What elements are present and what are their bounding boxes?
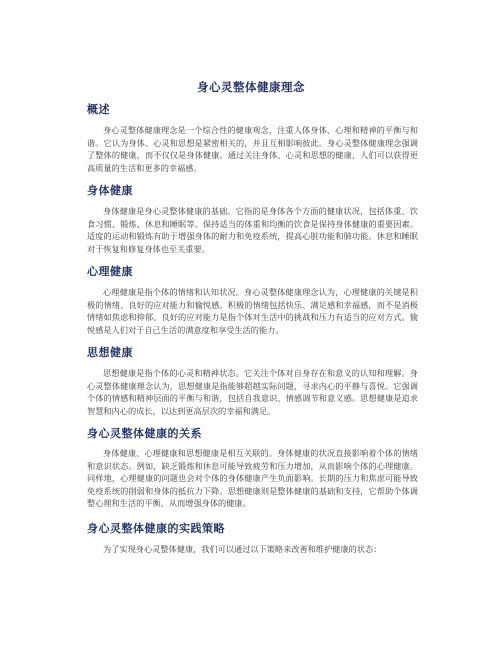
section-body-relationship: 身体健康、心理健康和思想健康是相互关联的。身体健康的状况直接影响着个体的情绪和意识状态。例如，缺乏锻炼和休息可能导致疲劳和压力增加，从而影响个体的心理健康。同样地，心理健康的问题也会对个体的身体健康产生负面影响。长期的压力和焦虑可能导致免疫系统的削弱和身体的抵抗力下降。思想健康则是整体健康的基础和支持，它帮助个体调整心理和生活的平衡，从而增强身体的健康。 [87,448,418,509]
section-heading-mental-health: 心理健康 [87,265,133,278]
section-body-mental-health: 心理健康是指个体的情绪和认知状况。身心灵整体健康理念认为，心理健康的关键是积极的情绪、良好的应对能力和愉悦感。积极的情绪包括快乐、满足感和幸福感，而不是消极情绪如焦虑和抑郁。良好的应对能力是指个体对生活中的挑战和压力有适当的应对方式。愉悦感是人们对于自己生活的满意度和享受生活的能力。 [87,287,418,335]
section-body-spiritual-health: 思想健康是指个体的心灵和精神状态。它关注个体对自身存在和意义的认知和理解。身心灵整体健康理念认为，思想健康是指能够超越实际问题，寻求内心的平静与喜悦。它强调个体的情感和精神层面的平衡与和谐，包括自我意识、情感调节和意义感。思想健康是追求智慧和内心的成长，以达到更高层次的幸福和满足。 [87,368,418,416]
section-heading-spiritual-health: 思想健康 [87,346,133,359]
document-title: 身心灵整体健康理念 [197,80,305,94]
section-heading-overview: 概述 [87,103,110,116]
section-heading-relationship: 身心灵整体健康的关系 [87,427,202,440]
section-body-physical-health: 身体健康是身心灵整体健康的基础。它指的是身体各个方面的健康状况，包括体重、饮食习惯、锻炼、休息和睡眠等。保持适当的体重和均衡的饮食是保持身体健康的重要因素。适度的运动和锻炼有助于增强身体的耐力和免疫系统，提高心脏功能和肺功能。休息和睡眠对于恢复和修复身体也至关重要。 [87,206,418,254]
section-body-practice-strategies: 为了实现身心灵整体健康，我们可以通过以下策略来改善和维护健康的状态： [103,544,382,554]
section-body-overview: 身心灵整体健康理念是一个综合性的健康观念，注重人体身体、心理和精神的平衡与和谐。它认为身体、心灵和思想是紧密相关的，并且互相影响彼此。身心灵整体健康理念强调了整体的健康，而不仅仅是身体健康。通过关注身体、心灵和思想的健康，人们可以获得更高质量的生活和更多的幸福感。 [87,125,418,173]
section-heading-physical-health: 身体健康 [87,184,133,197]
section-heading-practice-strategies: 身心灵整体健康的实践策略 [87,522,225,535]
